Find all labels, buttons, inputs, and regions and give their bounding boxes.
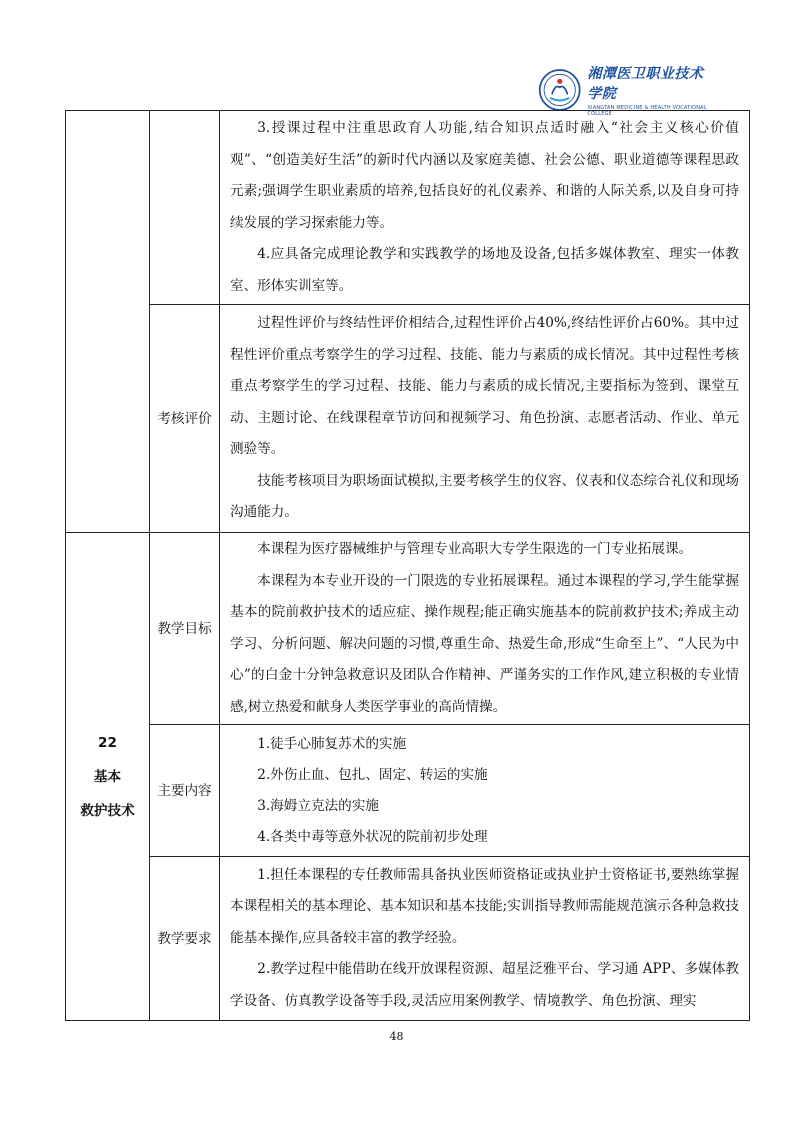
requirements-cell bbox=[220, 857, 750, 1021]
objective-paragraph: 本课程为医疗器械维护与管理专业高职大专学生限选的一门专业拓展课。 bbox=[257, 541, 693, 557]
objectives-cell bbox=[220, 533, 750, 725]
content-item: 3.海姆立克法的实施 bbox=[257, 797, 379, 814]
content-item: 1.徒手心肺复苏术的实施 bbox=[257, 735, 407, 752]
table-row bbox=[66, 725, 750, 857]
requirement-paragraph: 4.应具备完成理论教学和实践教学的场地及设备,包括多媒体教室、理实一体教室、形体实训室等。 bbox=[230, 246, 739, 294]
curriculum-table bbox=[65, 110, 750, 1021]
course-name-line2: 救护技术 bbox=[80, 802, 135, 819]
objectives-label: 教学目标 bbox=[157, 620, 212, 637]
row-label-cell-empty bbox=[150, 111, 220, 305]
course-name-cell bbox=[66, 533, 150, 1021]
row-label-cell bbox=[150, 857, 220, 1021]
content-label: 主要内容 bbox=[157, 782, 212, 799]
assessment-cell bbox=[220, 305, 750, 533]
requirement-paragraph: 2.教学过程中能借助在线开放课程资源、超星泛雅平台、学习通 APP、多媒体教学设备、仿真教学设备等手段,灵活应用案例教学、情境教学、角色扮演、理实 bbox=[230, 961, 739, 1009]
college-name-en: XIANGTAN MEDICINE & HEALTH VOCATIONAL COLLEGE bbox=[587, 105, 707, 117]
assessment-paragraph: 过程性评价与终结性评价相结合,过程性评价占40%,终结性评价占60%。其中过程性评价重点考察学生的学习过程、技能、能力与素质的成长情况。其中过程性考核重点考察学生的学习过程、技能、能力与素质的成长情况,主要指标为签到、课堂互动、主题讨论、在线课程章节访问和视频学习、角色扮演、志愿者活动、作业、单元测验等。 bbox=[230, 315, 739, 458]
requirement-paragraph: 3.授课过程中注重思政育人功能,结合知识点适时融入“社会主义核心价值观”、“创造美好生活”的新时代内涵以及家庭美德、社会公德、职业道德等课程思政元素;强调学生职业素质的培养,包括良好的礼仪素养、和谐的人际关系,以及自身可持续发展的学习探索能力等。 bbox=[230, 120, 739, 231]
college-header-logo bbox=[538, 64, 714, 116]
requirements-label: 教学要求 bbox=[157, 930, 212, 947]
course-name-line1: 基本 bbox=[93, 768, 122, 785]
course-name-cell-continued bbox=[66, 111, 150, 533]
table-row bbox=[66, 305, 750, 533]
teaching-requirements-continued-cell bbox=[220, 111, 750, 305]
row-label-cell bbox=[150, 725, 220, 857]
requirement-paragraph: 1.担任本课程的专任教师需具备执业医师资格证或执业护士资格证书,要熟练掌握本课程相关的基本理论、基本知识和基本技能;实训指导教师需能规范演示各种急救技能基本操作,应具备较丰富的教学经验。 bbox=[230, 866, 739, 946]
page-number: 48 bbox=[389, 1030, 404, 1043]
course-number: 22 bbox=[98, 734, 117, 751]
table-row bbox=[66, 533, 750, 725]
content-item: 4.各类中毒等意外状况的院前初步处理 bbox=[257, 828, 488, 845]
assessment-paragraph: 技能考核项目为职场面试模拟,主要考核学生的仪容、仪表和仪态综合礼仪和现场沟通能力。 bbox=[230, 472, 739, 521]
content-item: 2.外伤止血、包扎、固定、转运的实施 bbox=[257, 766, 488, 783]
content-cell bbox=[220, 725, 750, 857]
table-row bbox=[66, 857, 750, 1021]
table-row bbox=[66, 111, 750, 305]
row-label-cell bbox=[150, 305, 220, 533]
college-seal-icon bbox=[538, 65, 581, 115]
assessment-label: 考核评价 bbox=[157, 410, 212, 427]
objective-paragraph: 本课程为本专业开设的一门限选的专业拓展课程。通过本课程的学习,学生能掌握基本的院前救护技术的适应症、操作规程;能正确实施基本的院前救护技术;养成主动学习、分析问题、解决问题的习惯,尊重生命、热爱生命,形成“生命至上”、“人民为中心”的白金十分钟急救意识及团队合作精神、严谨务实的工作作风,建立积极的专业情感,树立热爱和献身人类医学事业的高尚情操。 bbox=[230, 572, 739, 715]
row-label-cell bbox=[150, 533, 220, 725]
college-name-cn: 湘潭医卫职业技术学院 bbox=[587, 66, 704, 102]
